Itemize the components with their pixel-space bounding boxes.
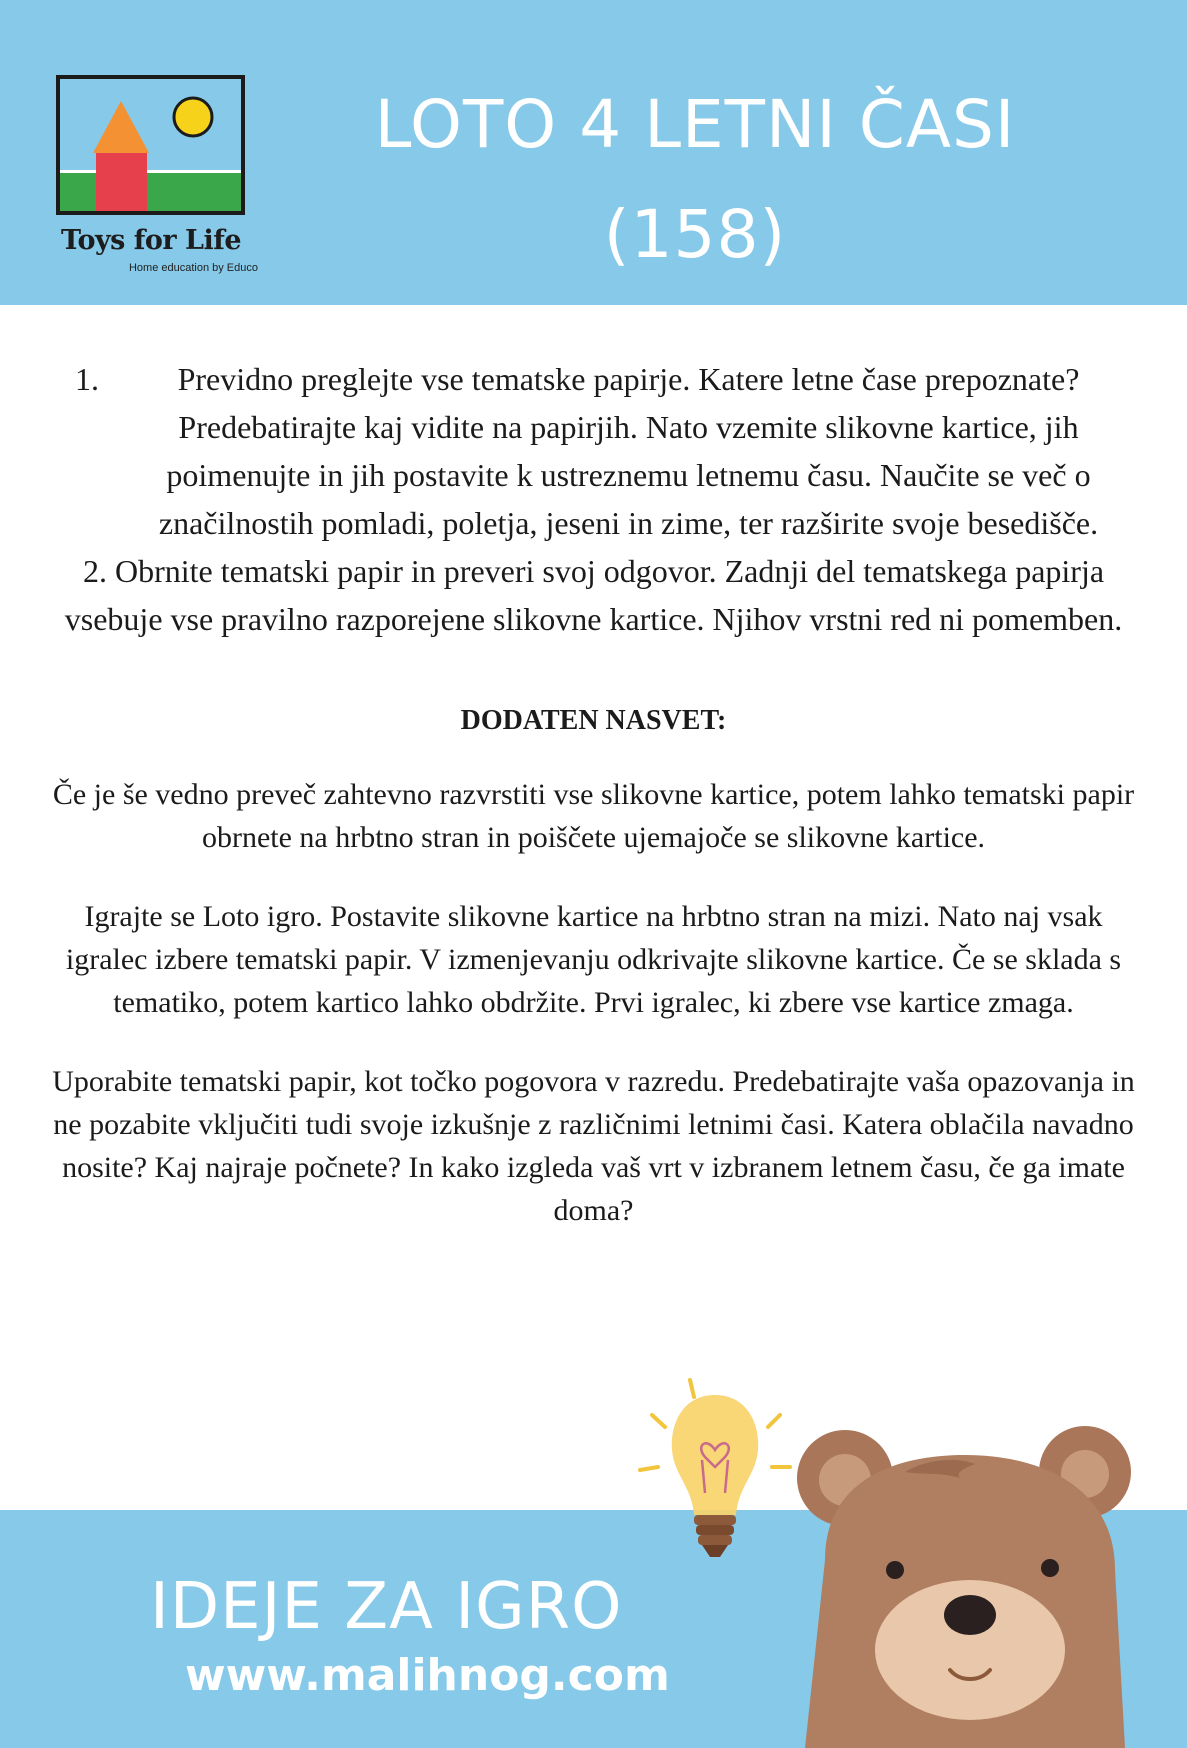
step-item xyxy=(40,355,1147,547)
tip-paragraph: Uporabite tematski papir, kot točko pogovora v razredu. Predebatirajte vaša opazovanja in ne pozabite vključiti tudi svoje izkušnje z različnimi letnimi časi. Katera oblačila navadno nosite? Kaj najraje počnete? In kako izgleda vaš vrt v izbranem letnem času, če ga imate doma? xyxy=(52,1065,1135,1227)
instructions xyxy=(40,355,1147,1232)
step-item xyxy=(40,547,1147,643)
brand-tagline: Home education by Educo xyxy=(128,262,258,274)
tip-paragraph: Če je še vedno preveč zahtevno razvrstiti vse slikovne kartice, potem lahko tematski papir obrnete na hrbtno stran in poiščete ujemajoče se slikovne kartice. xyxy=(52,778,1135,854)
footer-url[interactable]: www.malihnog.com xyxy=(185,1650,670,1701)
light-bulb-icon xyxy=(630,1375,800,1580)
tip-paragraph: Igrajte se Loto igro. Postavite slikovne kartice na hrbtno stran na mizi. Nato naj vsak igralec izbere tematski papir. V izmenjevanju odkrivajte slikovne kartice. Če se sklada s tematiko, potem kartico lahko obdržite. Prvi igralec, ki zbere vse kartice zmaga. xyxy=(65,900,1122,1019)
title-line-1: LOTO 4 LETNI ČASI xyxy=(374,86,1016,163)
tip-heading: DODATEN NASVET: xyxy=(460,705,727,736)
page-title xyxy=(330,70,1060,290)
toys-for-life-logo-icon xyxy=(56,75,246,217)
brand-name: Toys for Life xyxy=(60,225,242,256)
step-text: Obrnite tematski papir in preveri svoj odgovor. Zadnji del tematskega papirja vsebuje vse pravilno razporejene slikovne kartice. Njihov vrstni red ni pomemben. xyxy=(64,553,1123,637)
step-text: Previdno preglejte vse tematske papirje. Katere letne čase prepoznate? Predebatirajte kaj vidite na papirjih. Nato vzemite slikovne kartice, jih poimenujte in jih postavite k ustreznemu letnemu času. Naučite se več o značilnostih pomladi, poletja, jeseni in zime, ter razširite svoje besedišče. xyxy=(158,361,1099,541)
bear-icon xyxy=(785,1420,1145,1748)
title-line-2: (158) xyxy=(603,196,787,273)
step-number: 2. xyxy=(82,553,107,589)
toys-for-life-logo xyxy=(56,75,256,285)
step-number: 1. xyxy=(75,361,99,397)
footer-title: IDEJE ZA IGRO xyxy=(150,1570,623,1644)
